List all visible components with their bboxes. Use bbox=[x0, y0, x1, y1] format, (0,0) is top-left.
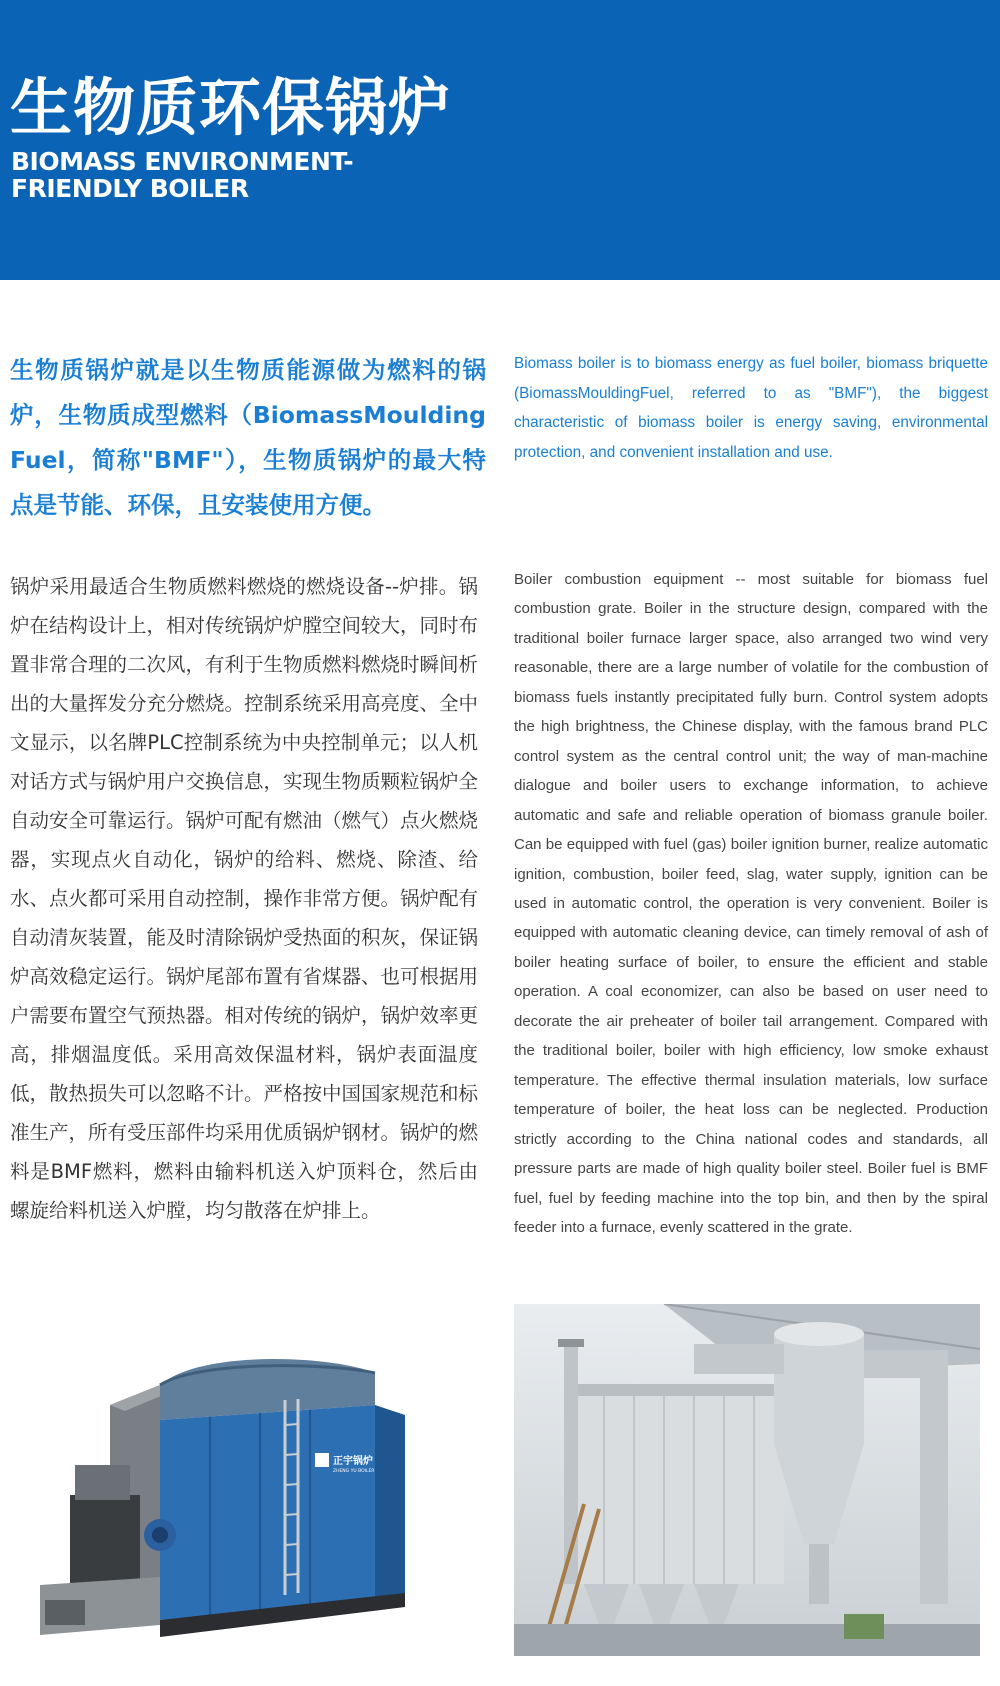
body-paragraph-cn: 锅炉采用最适合生物质燃料燃烧的燃烧设备--炉排。锅炉在结构设计上，相对传统锅炉炉膛空间较大，同时布置非常合理的二次风，有利于生物质燃料燃烧时瞬间析出的大量挥发分充分燃烧。控制系统采用高亮度、全中文显示，以名牌PLC控制系统为中央控制单元；以人机对话方式与锅炉用户交换信息，实现生物质颗粒锅炉全自动安全可靠运行。锅炉可配有燃油（燃气）点火燃烧器，实现点火自动化，锅炉的给料、燃烧、除渣、给水、点火都可采用自动控制，操作非常方便。锅炉配有自动清灰装置，能及时清除锅炉受热面的积灰，保证锅炉高效稳定运行。锅炉尾部布置有省煤器、也可根据用户需要布置空气预热器。相对传统的锅炉，锅炉效率更高，排烟温度低。采用高效保温材料，锅炉表面温度低，散热损失可以忽略不计。严格按中国国家规范和标准生产，所有受压部件均采用优质锅炉钢材。锅炉的燃料是BMF燃料，燃料由输料机送入炉顶料仓，然后由螺旋给料机送入炉膛，均匀散落在炉排上。 bbox=[10, 575, 479, 1222]
brand-logo-text: 正宇锅炉 bbox=[333, 1456, 373, 1467]
page-title-en bbox=[11, 148, 431, 202]
intro-paragraph-cn: 生物质锅炉就是以生物质能源做为燃料的锅炉，生物质成型燃料（BiomassMoulding Fuel，简称"BMF"），生物质锅炉的最大特点是节能、环保，且安装使用方便。 bbox=[10, 356, 486, 519]
brand-logo-mark bbox=[315, 1453, 329, 1467]
page-title-en-line2: FRIENDLY BOILER bbox=[11, 174, 249, 203]
page-title-en-line1: BIOMASS ENVIRONMENT- bbox=[11, 147, 354, 176]
plant-photo bbox=[514, 1304, 980, 1656]
intro-paragraph-en: Biomass boiler is to biomass energy as fuel boiler, biomass briquette (BiomassMouldingFuel, referred to as "BMF"), the biggest characteristic of biomass boiler is energy saving, environmental protection, and convenient installation and use. bbox=[514, 355, 988, 461]
header-banner bbox=[0, 0, 1000, 280]
page-title-cn: 生物质环保锅炉 bbox=[10, 71, 452, 144]
boiler-photo bbox=[10, 1345, 480, 1660]
brand-logo-subtext: ZHENG YU BOILER bbox=[333, 1469, 375, 1474]
body-paragraph-en: Boiler combustion equipment -- most suitable for biomass fuel combustion grate. Boiler in the structure design, compared with the traditional boiler furnace larger space, also arranged two wind very reasonable, there are a large number of volatile for the combustion of biomass fuels instantly precipitated fully burn. Control system adopts the high brightness, the Chinese display, with the famous brand PLC control system as the central control unit; the way of man-machine dialogue and boiler users to exchange information, to achieve automatic and safe and reliable operation of biomass granule boiler. Can be equipped with fuel (gas) boiler ignition burner, realize automatic ignition, combustion, boiler feed, slag, water supply, ignition can be used in automatic control, the operation is very convenient. Boiler is equipped with automatic cleaning device, can timely removal of ash of boiler heating surface of boiler, to ensure the efficient and stable operation. A coal economizer, can also be based on user need to decorate the air preheater of boiler tail arrangement. Compared with the traditional boiler, boiler with high efficiency, low smoke exhaust temperature. The effective thermal insulation materials, low surface temperature of boiler, the heat loss can be neglected. Production strictly according to the China national codes and standards, all pressure parts are made of high quality boiler steel. Boiler fuel is BMF fuel, fuel by feeding machine into the top bin, and then by the spiral feeder into a furnace, evenly scattered in the grate. bbox=[514, 571, 988, 1236]
